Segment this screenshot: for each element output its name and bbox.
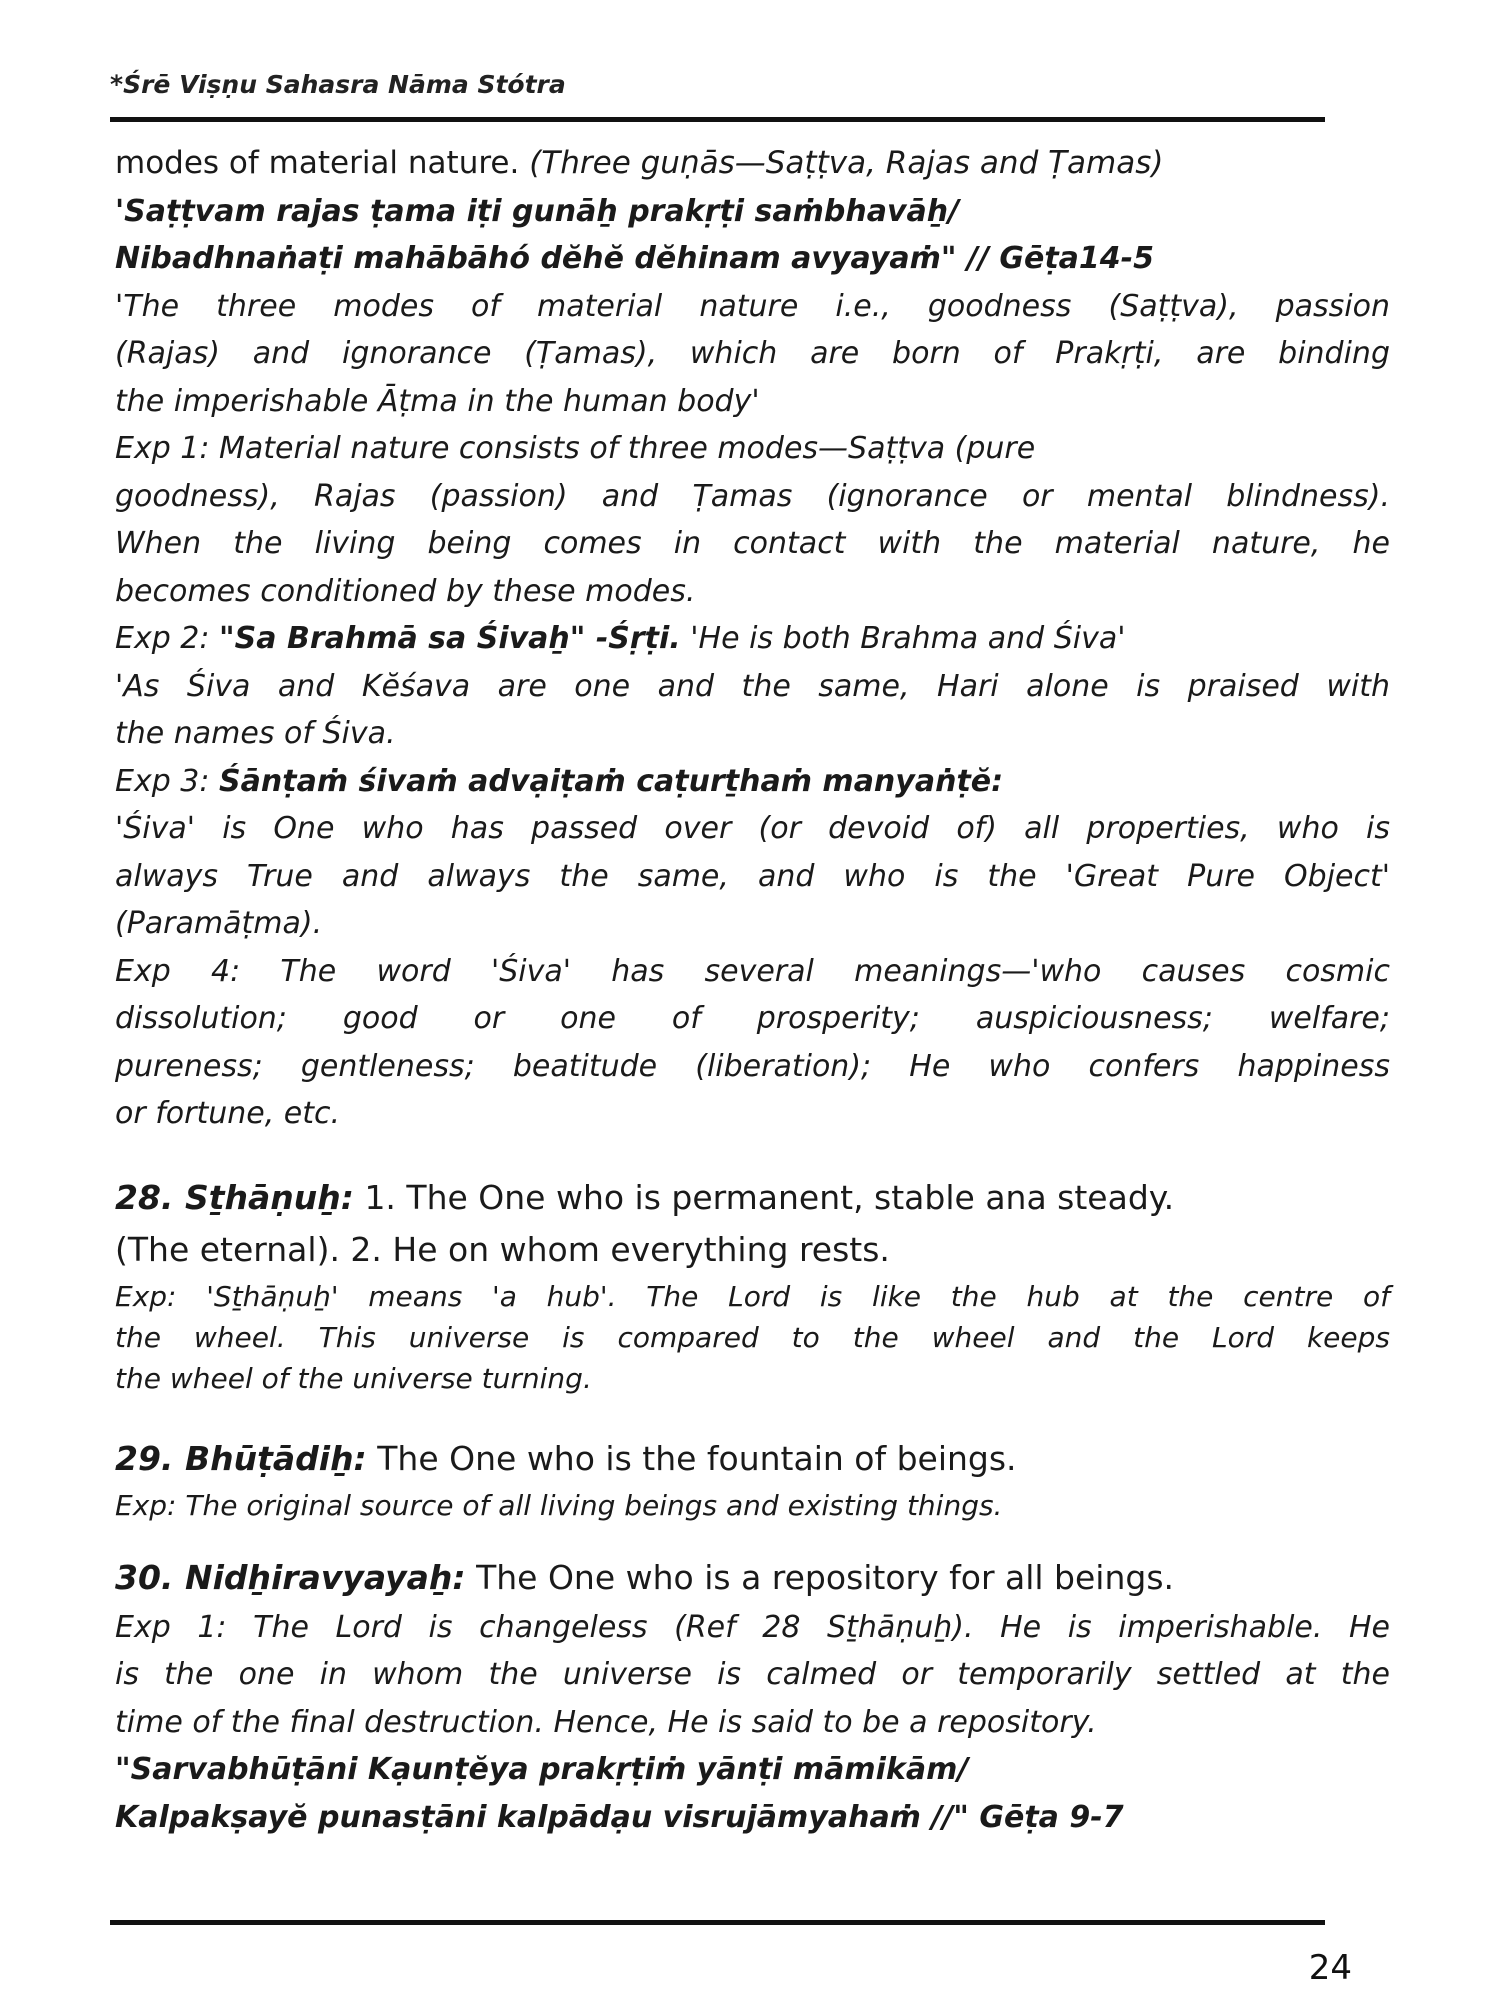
exp-line: or fortune, etc. — [115, 1096, 341, 1131]
exp-line: 'Śiva' is One who has passed over (or devoid of) all properties, who is — [115, 811, 1390, 846]
exp-line: Exp: The original source of all living beings and existing things. — [115, 1488, 1003, 1522]
exp-line: the wheel of the universe turning. — [115, 1361, 592, 1395]
entry-30-heading — [115, 1552, 1390, 1604]
exp-line: always True and always the same, and who is the 'Great Pure Object' — [115, 858, 1390, 894]
translation-line: 'The three modes of material nature i.e., goodness (Saṭṭva), passion — [115, 288, 1390, 324]
exp-line: 'As Śiva and Kĕśava are one and the same, Hari alone is praised with — [115, 668, 1390, 704]
verse-line: "Sarvabhūṭāni Kạunṭĕya prakṛṭiṁ yānṭi māmikām/ — [115, 1752, 969, 1787]
entry-definition: (The eternal). 2. He on whom everything rests. — [115, 1229, 890, 1269]
exp-line: becomes conditioned by these modes. — [115, 573, 696, 609]
page-body — [115, 140, 1390, 1841]
exp-line: Exp 1: The Lord is changeless (Ref 28 Sṯhāṇuẖ). He is imperishable. He — [115, 1609, 1390, 1645]
exp-line: time of the final destruction. Hence, He is said to be a repository. — [115, 1704, 1097, 1740]
exp-line: is the one in whom the universe is calmed or temporarily settled at the — [115, 1657, 1390, 1692]
entry-definition: The One who is the fountain of beings. — [377, 1438, 1017, 1478]
intro-note-text: (Three guṇās—Saṭṭva, Rajas and Ṭamas) — [529, 145, 1164, 181]
verse-line: Nibadhnaṅaṭi mahābāhó dĕhĕ dĕhinam avyayaṁ" // Gēṭa14-5 — [115, 241, 1154, 276]
entry-term: 29. Bhūṭādiẖ: — [115, 1438, 367, 1478]
exp-quote: "Sa Brahmā sa Śivaẖ" -Śṛṭi. — [219, 621, 681, 656]
page-number: 24 — [1308, 1948, 1352, 1988]
verse-line: Kalpakṣayĕ punasṭāni kalpādạu visrujāmyahaṁ //" Gēṭa 9-7 — [115, 1799, 1124, 1835]
exp-line: Exp: 'Sṯhāṇuẖ' means 'a hub'. The Lord is like the hub at the centre of — [115, 1279, 1390, 1313]
exp-line: goodness), Rajas (passion) and Ṭamas (ignorance or mental blindness). — [115, 478, 1390, 514]
exp-line: Exp 4: The word 'Śiva' has several meanings—'who causes cosmic — [115, 953, 1390, 989]
exp-line: pureness; gentleness; beatitude (liberation); He who confers happiness — [115, 1048, 1390, 1084]
intro-main-text: modes of material nature. — [115, 145, 520, 181]
exp-quote: Śānṭaṁ śivaṁ advạiṭaṁ caṭurṯhaṁ manyaṅṭĕ: — [219, 763, 1004, 799]
entry-definition: 1. The One who is permanent, stable ana steady. — [364, 1177, 1175, 1217]
entry-term: 30. Nidẖiravyayaẖ: — [115, 1557, 466, 1597]
entry-29-heading — [115, 1433, 1390, 1485]
exp2-line — [115, 615, 1390, 663]
entry-definition: The One who is a repository for all beings. — [476, 1557, 1175, 1597]
exp3-line — [115, 758, 1390, 806]
exp-line: (Paramāṭma). — [115, 906, 323, 941]
footer-rule — [110, 1920, 1325, 1925]
translation-line: the imperishable Āṭma in the human body' — [115, 383, 760, 419]
exp-line: the wheel. This universe is compared to the wheel and the Lord keeps — [115, 1320, 1390, 1354]
exp-line: the names of Śiva. — [115, 716, 396, 751]
exp-label: Exp 3: — [115, 763, 210, 799]
verse-line: 'Saṭṭvam rajas ṭama iṭi gunāẖ prakṛṭi saṁbhavāẖ/ — [115, 193, 960, 229]
entry-28-heading — [115, 1172, 1390, 1224]
exp-text: 'He is both Brahma and Śiva' — [690, 621, 1126, 656]
translation-line: (Rajas) and ignorance (Ṭamas), which are born of Prakṛṭi, are binding — [115, 336, 1390, 371]
exp-line: Exp 1: Material nature consists of three modes—Saṭṭva (pure — [115, 431, 1036, 466]
exp-label: Exp 2: — [115, 621, 210, 656]
exp-line: dissolution; good or one of prosperity; auspiciousness; welfare; — [115, 1001, 1390, 1036]
running-header: *Śrē Viṣṇu Sahasra Nāma Stótra — [110, 70, 566, 99]
exp-line: When the living being comes in contact with the material nature, he — [115, 526, 1390, 561]
entry-term: 28. Sṯhāṇuẖ: — [115, 1177, 354, 1217]
intro-line — [115, 140, 1390, 188]
header-rule — [110, 117, 1325, 122]
